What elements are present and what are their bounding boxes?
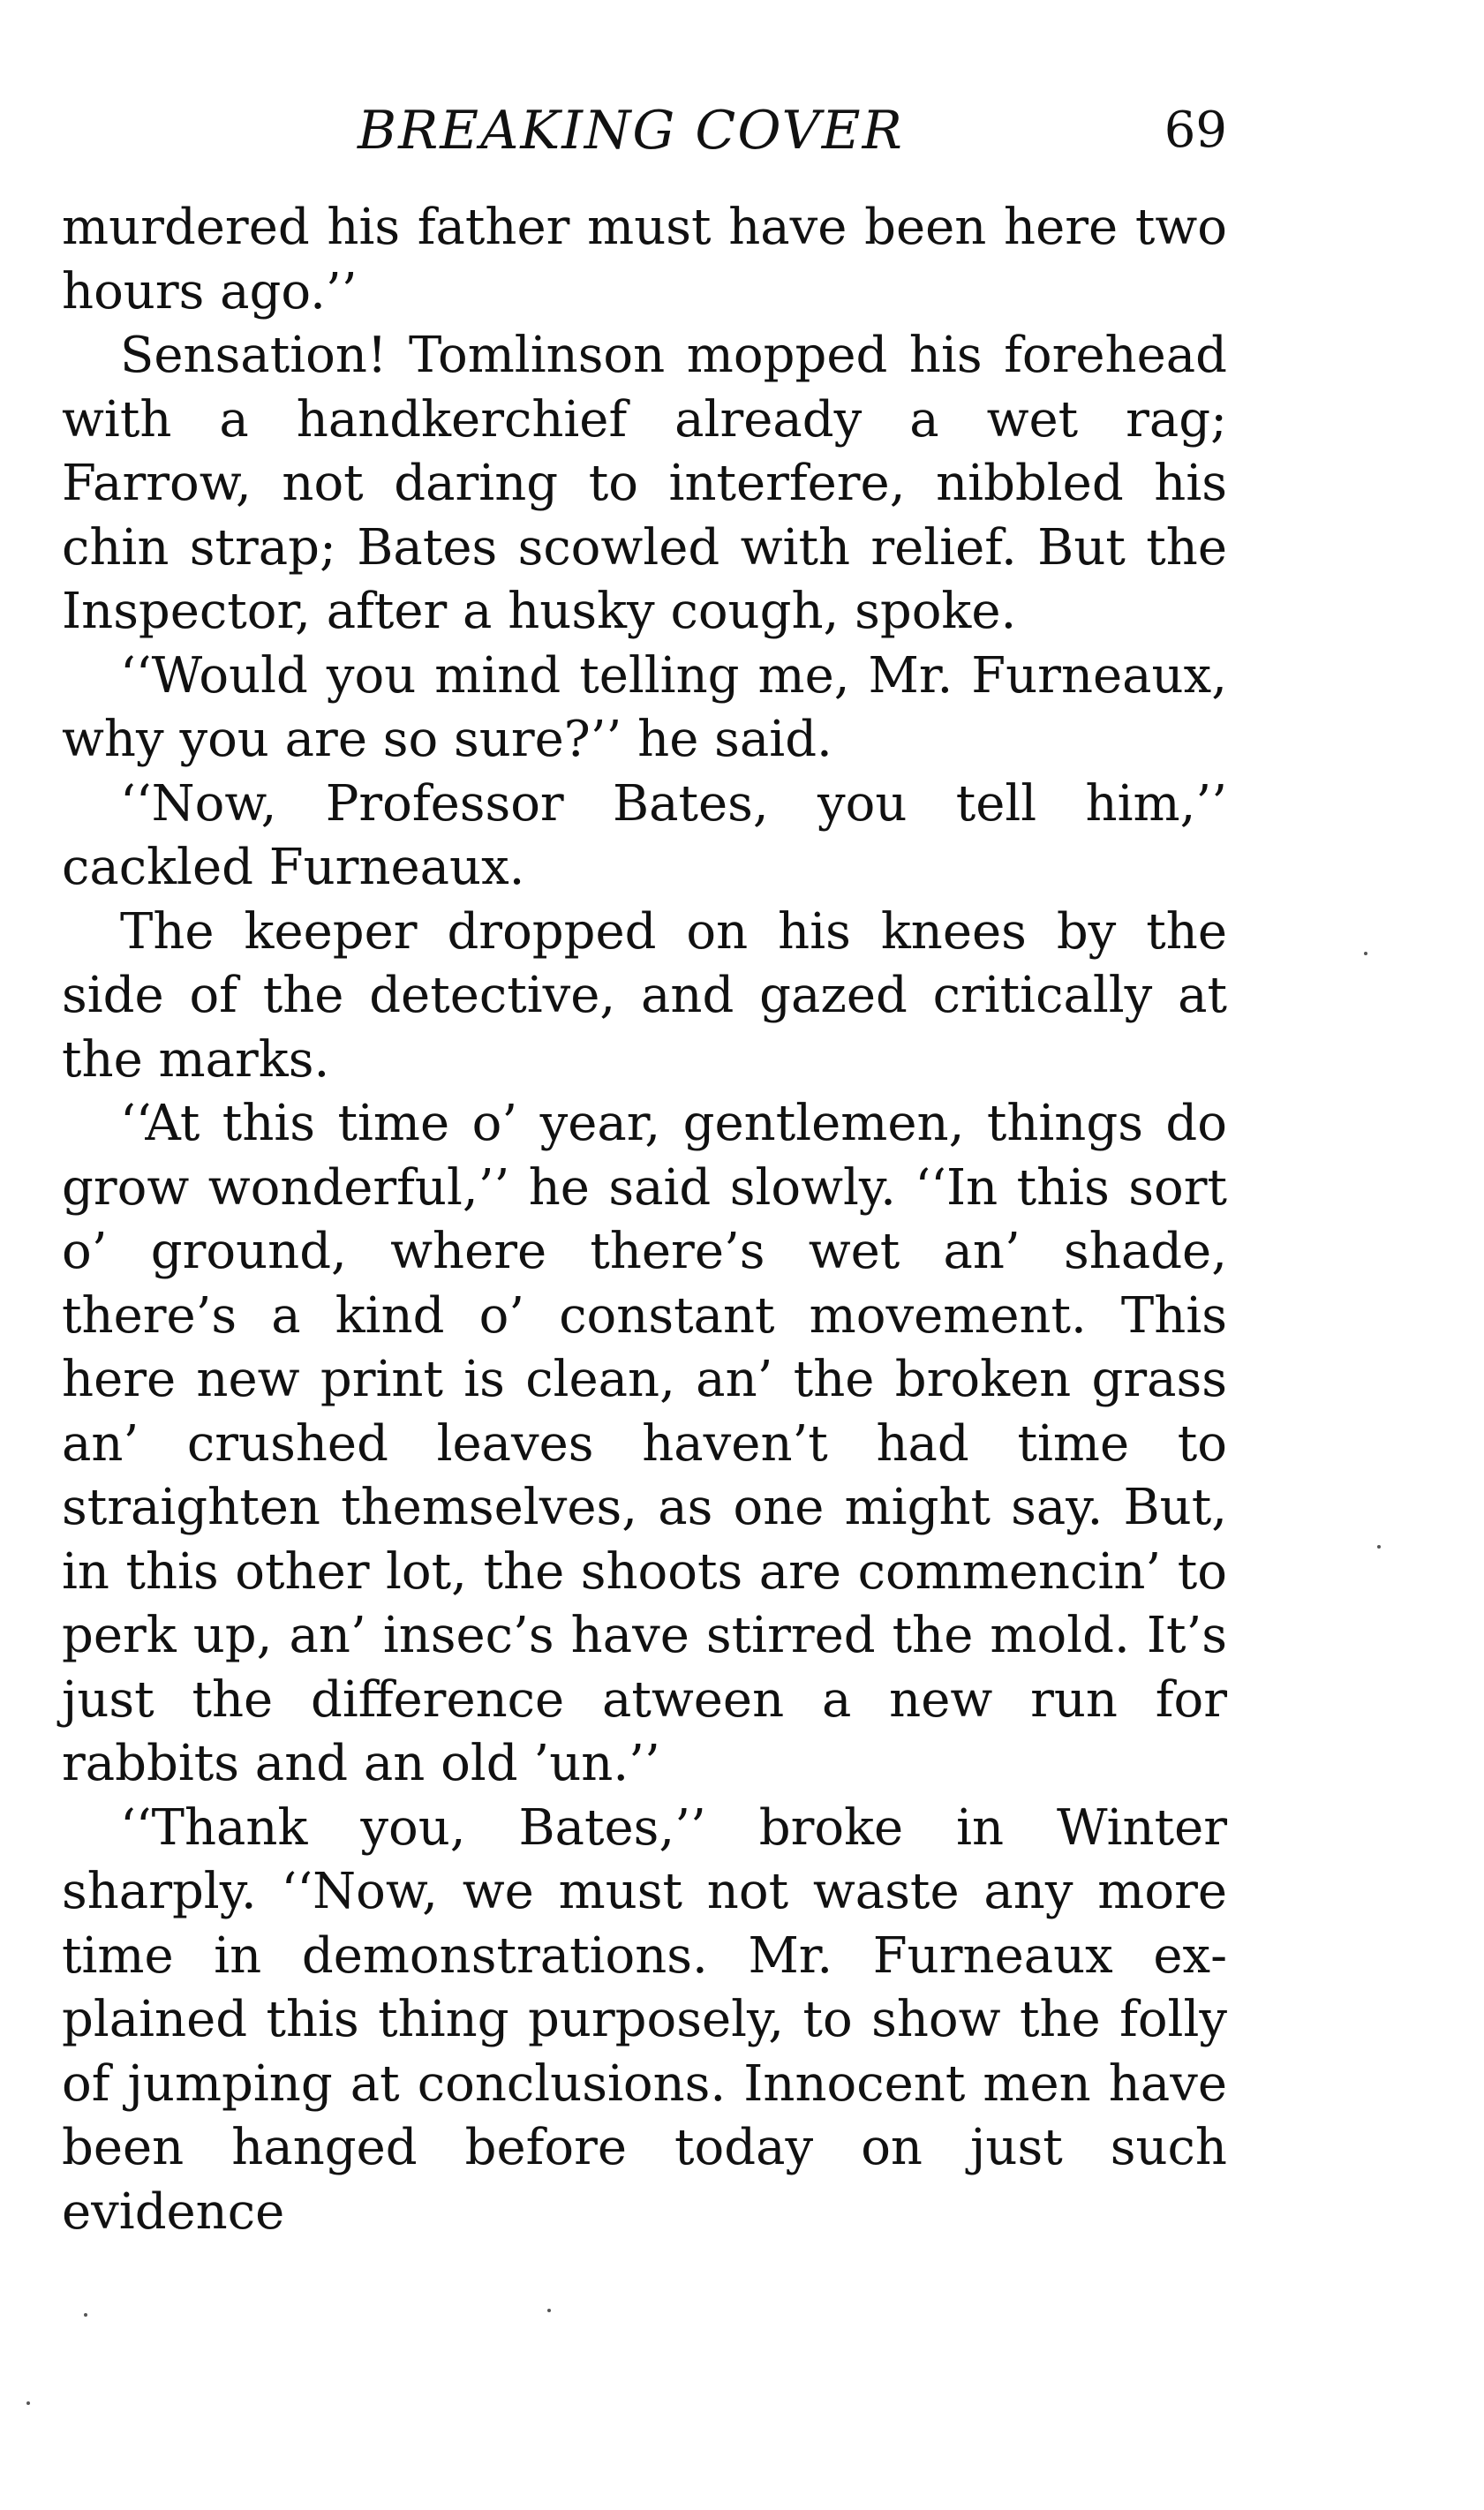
print-speck [1364,952,1367,955]
print-speck [547,2309,551,2312]
print-speck [84,2313,87,2317]
paragraph: The keeper dropped on his knees by the side of the detective, and gazed critically at the marks. [62,902,1227,1089]
paragraph: ‘‘Thank you, Bates,’’ broke in Winter sharply. ‘‘Now, we must not waste any more time in demonstrations. Mr. Furneaux explained this thing purposely, to show the folly of jumping at conclusions. Innocent men have been hanged before today on just such evidence [62,1798,1227,2241]
paragraph: murdered his father must have been here two hours ago.’’ [62,199,1227,320]
print-speck [26,2401,30,2405]
paragraph: Sensation! Tomlinson mopped his forehead with a handkerchief already a wet rag; Farrow, not daring to interfere, nibbled his chin strap; Bates scowled with relief. But the Inspector, after a husky cough, spoke. [62,327,1227,640]
print-speck [1377,1545,1381,1549]
paragraph: ‘‘At this time o’ year, gentlemen, things do grow wonderful,’’ he said slowly. ‘‘In this sort o’ ground, where there’s wet an’ shade, there’s a kind o’ constant movement. This here new print is clean, an’ the broken grass an’ crushed leaves haven’t had time to straighten themselves, as one might say. But, in this other lot, the shoots are commencin’ to perk up, an’ insec’s have stirred the mold. It’s just the difference atween a new run for rabbits and an old ’un.’’ [62,1095,1227,1792]
body-text [62,196,1227,2244]
paragraph: ‘‘Would you mind telling me, Mr. Furneaux, why you are so sure?’’ he said. [62,646,1227,768]
running-title: BREAKING COVER [358,100,904,162]
page-number: 69 [1164,102,1227,159]
paragraph: ‘‘Now, Professor Bates, you tell him,’’ cackled Furneaux. [62,774,1227,896]
running-head [62,95,1227,166]
